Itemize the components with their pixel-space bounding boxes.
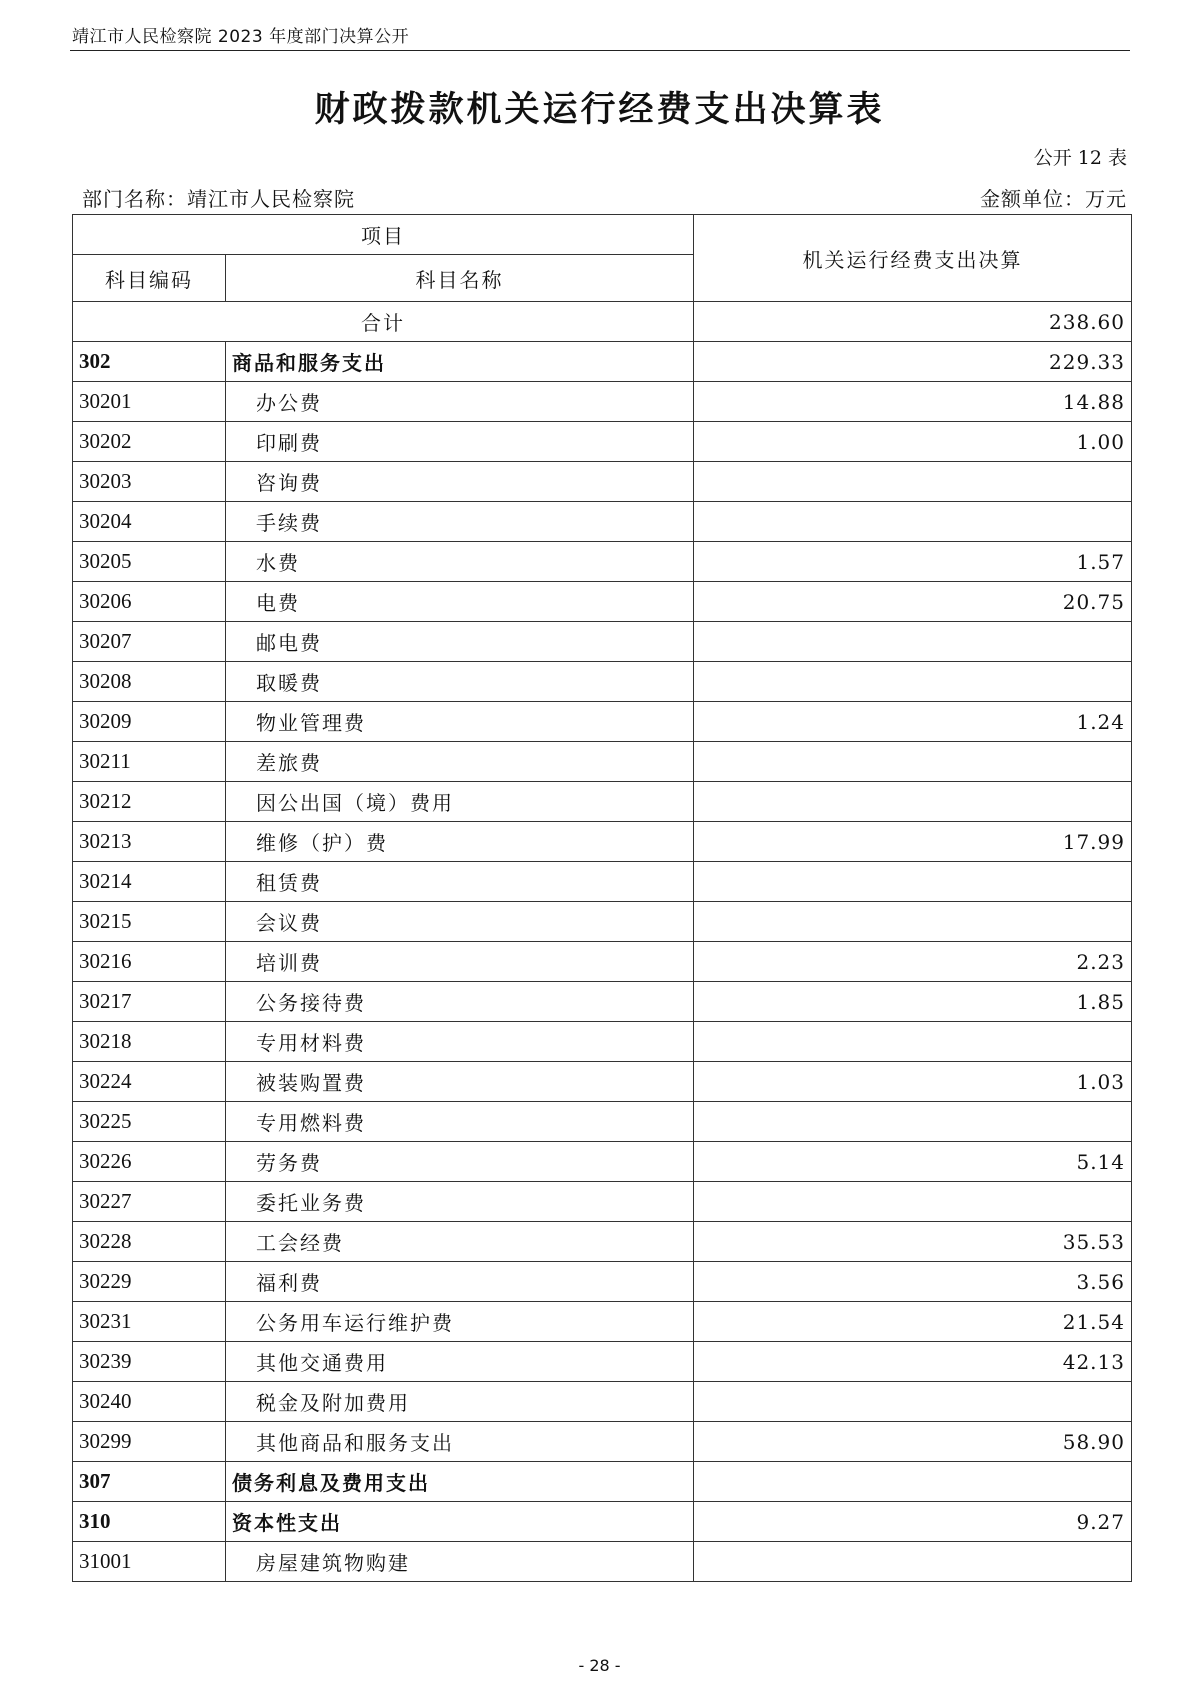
table-number: 公开 12 表: [1033, 147, 1127, 169]
expenditure-value: [694, 1022, 1132, 1062]
amount-unit: 金额单位：万元: [980, 187, 1127, 211]
table-row: [73, 702, 1132, 742]
expenditure-value: 14.88: [694, 382, 1132, 422]
expenditure-value: 2.23: [694, 942, 1132, 982]
table-row: [73, 862, 1132, 902]
expenditure-value: 1.03: [694, 1062, 1132, 1102]
subject-name: 邮电费: [226, 622, 694, 662]
subject-name: 商品和服务支出: [226, 342, 694, 382]
table-row: [73, 342, 1132, 382]
subject-code: 30207: [73, 622, 226, 662]
subject-code: 30205: [73, 542, 226, 582]
expenditure-value: 21.54: [694, 1302, 1132, 1342]
subject-name: 因公出国（境）费用: [226, 782, 694, 822]
table-row: [73, 1302, 1132, 1342]
header-name: 科目名称: [226, 255, 694, 302]
expenditure-value: [694, 782, 1132, 822]
expenditure-value: 1.57: [694, 542, 1132, 582]
table-row: [73, 622, 1132, 662]
table-row: [73, 1222, 1132, 1262]
subject-code: 307: [73, 1462, 226, 1502]
expenditure-value: [694, 742, 1132, 782]
subject-code: 30299: [73, 1422, 226, 1462]
running-header: 靖江市人民检察院 2023 年度部门决算公开: [72, 27, 410, 47]
expenditure-value: [694, 1382, 1132, 1422]
subject-name: 工会经费: [226, 1222, 694, 1262]
subject-name: 印刷费: [226, 422, 694, 462]
table-row: [73, 982, 1132, 1022]
subject-name: 维修（护）费: [226, 822, 694, 862]
table-row: [73, 382, 1132, 422]
subject-name: 水费: [226, 542, 694, 582]
subject-code: 30226: [73, 1142, 226, 1182]
subject-code: 310: [73, 1502, 226, 1542]
subject-name: 会议费: [226, 902, 694, 942]
subject-code: 30228: [73, 1222, 226, 1262]
subject-code: 30203: [73, 462, 226, 502]
subject-code: 302: [73, 342, 226, 382]
table-row: [73, 1262, 1132, 1302]
table-row: [73, 662, 1132, 702]
subject-code: 30231: [73, 1302, 226, 1342]
expenditure-value: 9.27: [694, 1502, 1132, 1542]
subject-code: 30227: [73, 1182, 226, 1222]
subject-code: 31001: [73, 1542, 226, 1582]
expenditure-value: [694, 1542, 1132, 1582]
expenditure-value: 17.99: [694, 822, 1132, 862]
page-number: - 28 -: [578, 1656, 621, 1675]
expenditure-value: [694, 902, 1132, 942]
table-row: [73, 1022, 1132, 1062]
expenditure-value: 35.53: [694, 1222, 1132, 1262]
table-row: [73, 1102, 1132, 1142]
table-row: [73, 582, 1132, 622]
subject-code: 30202: [73, 422, 226, 462]
expenditure-value: [694, 1462, 1132, 1502]
department-name: 部门名称：靖江市人民检察院: [82, 187, 355, 211]
expenditure-value: [694, 1102, 1132, 1142]
table-row: [73, 462, 1132, 502]
subject-name: 委托业务费: [226, 1182, 694, 1222]
subject-name: 公务接待费: [226, 982, 694, 1022]
subject-code: 30213: [73, 822, 226, 862]
subject-name: 办公费: [226, 382, 694, 422]
subject-name: 电费: [226, 582, 694, 622]
subject-code: 30216: [73, 942, 226, 982]
expenditure-value: 3.56: [694, 1262, 1132, 1302]
subject-name: 其他商品和服务支出: [226, 1422, 694, 1462]
subject-name: 福利费: [226, 1262, 694, 1302]
expenditure-value: [694, 862, 1132, 902]
subject-name: 劳务费: [226, 1142, 694, 1182]
subject-code: 30224: [73, 1062, 226, 1102]
table-row: [73, 1142, 1132, 1182]
table-row: [73, 542, 1132, 582]
header-rule: [70, 50, 1130, 51]
table-row: [73, 502, 1132, 542]
subject-name: 租赁费: [226, 862, 694, 902]
table-row: [73, 1382, 1132, 1422]
header-value: 机关运行经费支出决算: [694, 215, 1132, 302]
total-value: 238.60: [694, 302, 1132, 342]
subject-code: 30225: [73, 1102, 226, 1142]
subject-name: 物业管理费: [226, 702, 694, 742]
header-item: 项目: [73, 215, 694, 255]
total-label: 合计: [73, 302, 694, 342]
subject-code: 30240: [73, 1382, 226, 1422]
table-row: [73, 422, 1132, 462]
subject-code: 30208: [73, 662, 226, 702]
expenditure-value: 1.24: [694, 702, 1132, 742]
subject-code: 30212: [73, 782, 226, 822]
table-row: [73, 1542, 1132, 1582]
total-row: [73, 302, 1132, 342]
table-row: [73, 1462, 1132, 1502]
expenditure-value: [694, 662, 1132, 702]
expenditure-value: 229.33: [694, 342, 1132, 382]
table-row: [73, 1422, 1132, 1462]
subject-name: 被装购置费: [226, 1062, 694, 1102]
subject-name: 差旅费: [226, 742, 694, 782]
table-row: [73, 782, 1132, 822]
table-row: [73, 942, 1132, 982]
header-code: 科目编码: [73, 255, 226, 302]
subject-name: 手续费: [226, 502, 694, 542]
expenditure-value: 58.90: [694, 1422, 1132, 1462]
subject-code: 30215: [73, 902, 226, 942]
page-title: 财政拨款机关运行经费支出决算表: [314, 90, 885, 130]
expenditure-value: 1.85: [694, 982, 1132, 1022]
subject-name: 咨询费: [226, 462, 694, 502]
expenditure-value: [694, 462, 1132, 502]
expenditure-value: [694, 622, 1132, 662]
expenditure-value: [694, 1182, 1132, 1222]
subject-name: 公务用车运行维护费: [226, 1302, 694, 1342]
subject-code: 30214: [73, 862, 226, 902]
expenditure-value: [694, 502, 1132, 542]
table-row: [73, 902, 1132, 942]
subject-code: 30209: [73, 702, 226, 742]
subject-name: 债务利息及费用支出: [226, 1462, 694, 1502]
table-row: [73, 1342, 1132, 1382]
expenditure-value: 1.00: [694, 422, 1132, 462]
subject-code: 30229: [73, 1262, 226, 1302]
table-row: [73, 1182, 1132, 1222]
subject-name: 资本性支出: [226, 1502, 694, 1542]
expenditure-value: 5.14: [694, 1142, 1132, 1182]
subject-code: 30239: [73, 1342, 226, 1382]
table-row: [73, 742, 1132, 782]
subject-name: 取暖费: [226, 662, 694, 702]
subject-code: 30206: [73, 582, 226, 622]
expenditure-value: 20.75: [694, 582, 1132, 622]
subject-code: 30218: [73, 1022, 226, 1062]
table-row: [73, 1502, 1132, 1542]
subject-name: 培训费: [226, 942, 694, 982]
subject-code: 30211: [73, 742, 226, 782]
expenditure-table: [72, 214, 1132, 1582]
table-row: [73, 822, 1132, 862]
subject-name: 其他交通费用: [226, 1342, 694, 1382]
subject-code: 30217: [73, 982, 226, 1022]
header-row-1: [73, 215, 1132, 255]
subject-name: 专用燃料费: [226, 1102, 694, 1142]
expenditure-value: 42.13: [694, 1342, 1132, 1382]
subject-name: 税金及附加费用: [226, 1382, 694, 1422]
subject-code: 30201: [73, 382, 226, 422]
subject-code: 30204: [73, 502, 226, 542]
subject-name: 专用材料费: [226, 1022, 694, 1062]
subject-name: 房屋建筑物购建: [226, 1542, 694, 1582]
table-row: [73, 1062, 1132, 1102]
